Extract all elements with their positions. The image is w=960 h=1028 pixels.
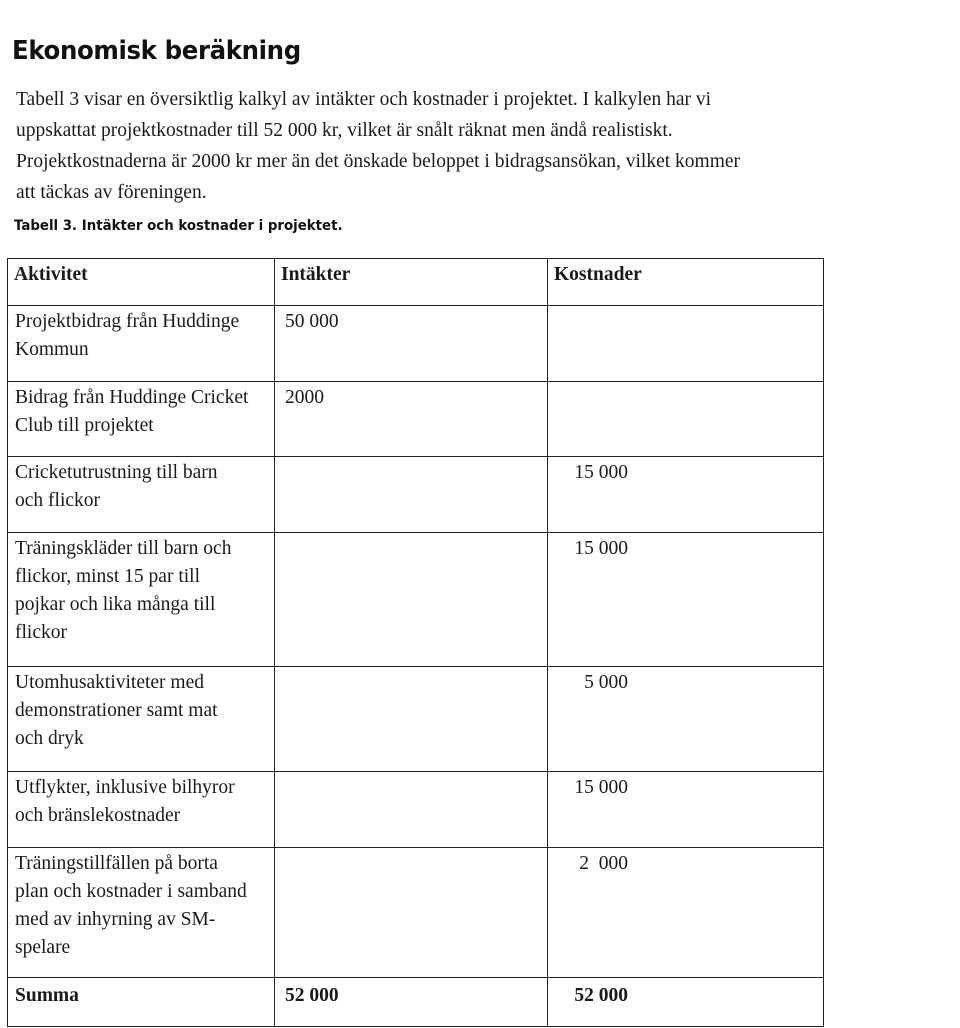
table-caption: Tabell 3. Intäkter och kostnader i projektet.	[14, 218, 343, 234]
table-row	[8, 772, 824, 848]
table-header-row	[8, 259, 824, 306]
cost-cell	[548, 382, 824, 457]
cost-cell: 15 000	[548, 772, 824, 848]
table-row	[8, 533, 824, 667]
income-cell	[275, 848, 548, 978]
cost-cell: 15 000	[548, 457, 824, 533]
activity-cell: Cricketutrustning till barn och flickor	[8, 457, 275, 533]
intro-line: Tabell 3 visar en översiktlig kalkyl av intäkter och kostnader i projektet. I kalkylen har vi	[16, 89, 712, 110]
income-cell	[275, 667, 548, 772]
intro-line: uppskattat projektkostnader till 52 000 kr, vilket är snålt räknat men ändå realistiskt.	[16, 120, 673, 141]
activity-cell: Träningskläder till barn och flickor, minst 15 par till pojkar och lika många till flickor	[8, 533, 275, 667]
activity-cell: Utflykter, inklusive bilhyror och bränslekostnader	[8, 772, 275, 848]
cost-cell: 5 000	[548, 667, 824, 772]
table-row	[8, 306, 824, 382]
table-row	[8, 667, 824, 772]
header-cost: Kostnader	[548, 259, 824, 306]
income-cell: 50 000	[275, 306, 548, 382]
activity-cell: Utomhusaktiviteter med demonstrationer samt mat och dryk	[8, 667, 275, 772]
table-total-row	[8, 978, 824, 1027]
income-cell: 2000	[275, 382, 548, 457]
table-row	[8, 848, 824, 978]
intro-line: att täckas av föreningen.	[16, 182, 207, 203]
cost-cell: 15 000	[548, 533, 824, 667]
intro-paragraph	[16, 84, 876, 208]
table-row	[8, 382, 824, 457]
cost-cell	[548, 306, 824, 382]
table-row	[8, 457, 824, 533]
activity-cell: Bidrag från Huddinge Cricket Club till projektet	[8, 382, 275, 457]
cost-cell: 2 000	[548, 848, 824, 978]
total-cost-cell: 52 000	[548, 978, 824, 1027]
header-activity: Aktivitet	[8, 259, 275, 306]
activity-cell: Träningstillfällen på borta plan och kostnader i samband med av inhyrning av SM- spelare	[8, 848, 275, 978]
total-label: Summa	[8, 978, 275, 1027]
header-income: Intäkter	[275, 259, 548, 306]
income-cell	[275, 772, 548, 848]
section-heading: Ekonomisk beräkning	[12, 36, 301, 66]
intro-line: Projektkostnaderna är 2000 kr mer än det önskade beloppet i bidragsansökan, vilket kommer	[16, 151, 741, 172]
budget-table	[7, 258, 824, 1027]
income-cell	[275, 457, 548, 533]
activity-cell: Projektbidrag från Huddinge Kommun	[8, 306, 275, 382]
total-income: 52 000	[275, 978, 548, 1027]
income-cell	[275, 533, 548, 667]
